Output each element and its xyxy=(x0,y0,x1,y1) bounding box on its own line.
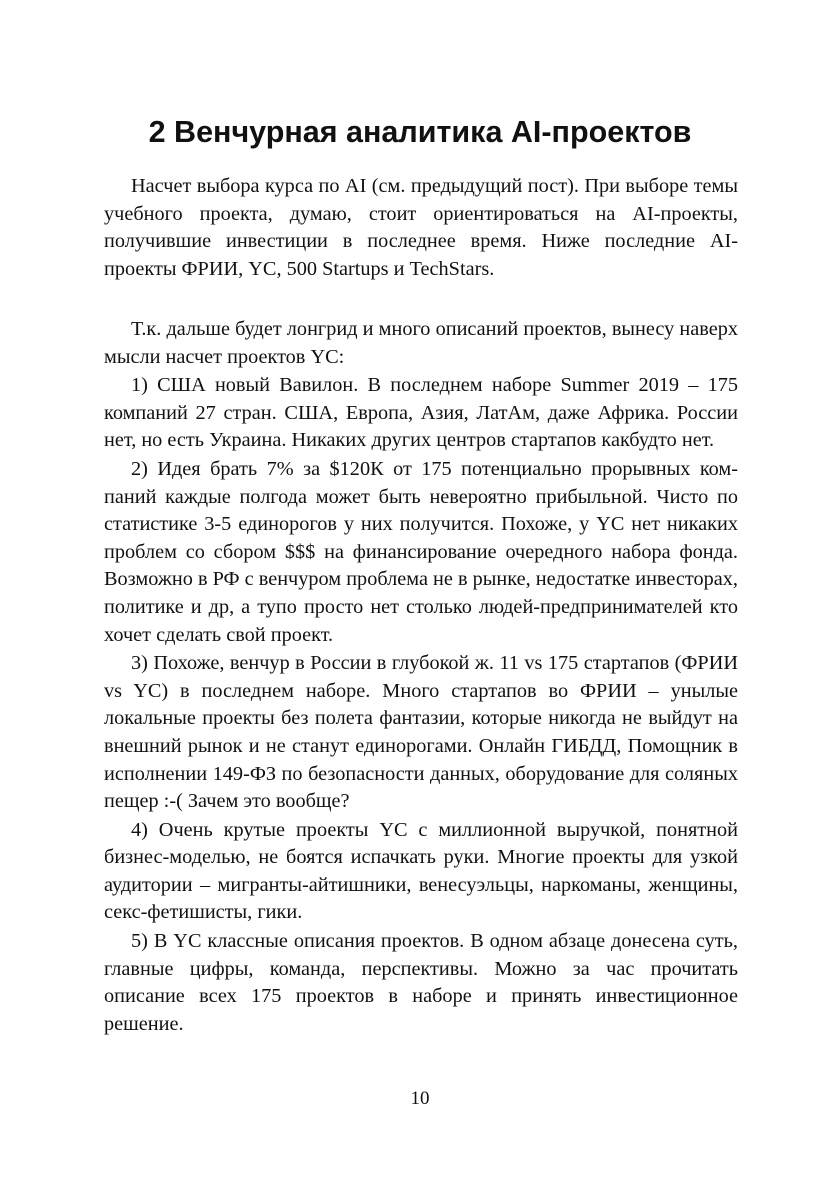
intro-section xyxy=(104,173,738,283)
list-item: 1) США новый Вавилон. В последнем наборе Summer 2019 – 175 компаний 27 стран. США, Европа, Азия, ЛатАм, даже Африка. России нет, но есть Украина. Никаких других центров стартапов какбудто нет. xyxy=(104,374,738,452)
list-item: 4) Очень крутые проекты YC с миллионной выручкой, понятной бизнес-моделью, не боятся испачкать руки. Многие проекты для узкой аудитории – мигранты-айтишники, венесуэльцы, наркоманы, женщины, секс-фетишисты, гики. xyxy=(104,818,738,924)
list-item: 5) В YC классные описания проектов. В одном абзаце донесена суть, главные цифры, команда, перспективы. Можно за час прочитать описание всех 175 проектов в наборе и принять инвестиционное решение. xyxy=(104,930,738,1035)
intro-paragraph: Насчет выбора курса по AI (см. предыдущий пост). При выборе темы учебного проекта, думаю, стоит ориентироваться на AI-проекты, получившие инвестиции в последнее время. Ниже последние AI-проекты ФРИИ, YC, 500 Startups и TechStars. xyxy=(104,175,738,280)
list-item: 2) Идея брать 7% за $120К от 175 потенциально прорывных компаний каждые полгода может быть невероятно прибыльной. Чисто по статистике 3-5 единорогов у них получится. Похоже, у YC нет никаких проблем со сбором $$$ на финансирование очередного набора фонда. Возможно в РФ с венчуром проблема не в рынке, недостатке инвесторах, политике и др, а тупо просто нет столько людей-предпринимателей кто хочет сделать свой проект. xyxy=(104,457,738,646)
yc-thoughts-section xyxy=(104,316,738,1038)
page-number: 10 xyxy=(410,1088,430,1109)
list-item: 3) Похоже, венчур в России в глубокой ж. 11 vs 175 стартапов (ФРИИ vs YC) в последнем наборе. Много стартапов во ФРИИ – унылые локальные проекты без полета фантазии, которые никогда не выйдут на внешний рынок и не станут единорогами. Онлайн ГИБДД, Помощник в исполнении 149-ФЗ по безопасности данных, оборудование для соляных пещер :-( Зачем это вообще? xyxy=(104,652,738,813)
lead-paragraph: Т.к. дальше будет лонгрид и много описаний проектов, вынесу наверх мысли насчет проектов YC: xyxy=(104,318,738,368)
chapter-title: 2 Венчурная аналитика AI-проектов xyxy=(148,115,692,149)
